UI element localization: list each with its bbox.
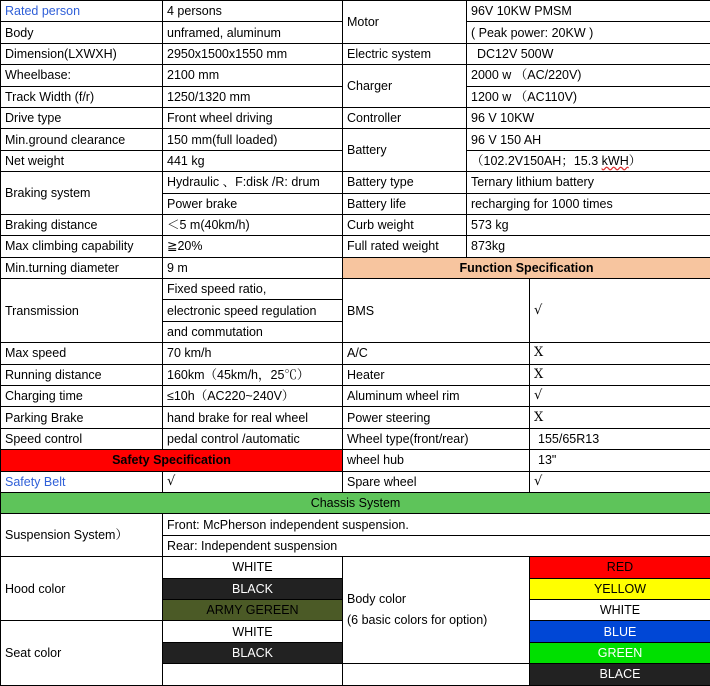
hood-color-white: WHITE: [163, 557, 343, 578]
body-color-note: (6 basic colors for option): [347, 613, 488, 628]
curb-weight-label: Curb weight: [343, 214, 467, 235]
table-row: [1, 107, 710, 128]
body-color-empty: [343, 664, 530, 685]
hub-label: wheel hub: [343, 450, 530, 471]
clearance-value: 150 mm(full loaded): [163, 129, 343, 150]
safety-belt-label: Safety Belt: [1, 471, 163, 492]
hood-color-army-green: ARMY GEREEN: [163, 599, 343, 620]
parking-value: hand brake for real wheel: [163, 407, 343, 428]
seat-color-empty: [163, 664, 343, 685]
safety-belt-check-icon: √: [163, 471, 343, 492]
clearance-label: Min.ground clearance: [1, 129, 163, 150]
wheelbase-value: 2100 mm: [163, 65, 343, 86]
battery-type-label: Battery type: [343, 172, 467, 193]
controller-value: 96 V 10KW: [467, 107, 710, 128]
suspension-label: Suspension System）: [1, 514, 163, 557]
braking-distance-value: ＜5 m(40km/h): [163, 214, 343, 235]
chassis-system-header: Chassis System: [1, 492, 710, 513]
spare-check-icon: √: [530, 471, 710, 492]
battery-value-2: [467, 150, 710, 171]
body-color-blue: BLUE: [530, 621, 710, 642]
max-speed-value: 70 km/h: [163, 343, 343, 364]
full-weight-value: 873kg: [467, 236, 710, 257]
speed-control-value: pedal control /automatic: [163, 428, 343, 449]
electric-system-value: DC12V 500W: [467, 43, 710, 64]
table-row: [1, 343, 710, 364]
table-row: [1, 428, 710, 449]
seat-color-black: BLACK: [163, 642, 343, 663]
full-weight-label: Full rated weight: [343, 236, 467, 257]
table-row: [1, 514, 710, 535]
ac-cross-icon: X: [530, 343, 710, 364]
dimension-label: Dimension(LXWXH): [1, 43, 163, 64]
table-row: [1, 214, 710, 235]
table-row: [1, 279, 710, 300]
charger-label: Charger: [343, 65, 467, 108]
turning-label: Min.turning diameter: [1, 257, 163, 278]
braking-value-2: Power brake: [163, 193, 343, 214]
body-color-white: WHITE: [530, 599, 710, 620]
drive-value: Front wheel driving: [163, 107, 343, 128]
table-row: [1, 450, 710, 471]
rim-check-icon: √: [530, 386, 710, 407]
hood-color-label: Hood color: [1, 557, 163, 621]
rated-person-value: 4 persons: [163, 1, 343, 22]
steering-cross-icon: X: [530, 407, 710, 428]
wheel-type-value: 155/65R13: [530, 428, 710, 449]
table-row: [1, 257, 710, 278]
battery-value-2c: ）: [628, 153, 642, 168]
bms-check-icon: √: [530, 279, 710, 343]
battery-type-value: Ternary lithium battery: [467, 172, 710, 193]
table-row: [1, 492, 710, 513]
charger-value-1: 2000 w （AC/220V): [467, 65, 710, 86]
suspension-rear: Rear: Independent suspension: [163, 535, 710, 556]
table-row: [1, 65, 710, 86]
body-color-green: GREEN: [530, 642, 710, 663]
hub-value: 13": [530, 450, 710, 471]
rated-person-label: Rated person: [1, 1, 163, 22]
steering-label: Power steering: [343, 407, 530, 428]
climbing-label: Max climbing capability: [1, 236, 163, 257]
body-value: unframed, aluminum: [163, 22, 343, 43]
table-row: [1, 172, 710, 193]
table-row: [1, 471, 710, 492]
max-speed-label: Max speed: [1, 343, 163, 364]
battery-value-2a: （102.2V150AH；15.3: [471, 153, 602, 168]
seat-color-label: Seat color: [1, 621, 163, 685]
body-label: Body: [1, 22, 163, 43]
net-weight-label: Net weight: [1, 150, 163, 171]
braking-value-1: Hydraulic 、F:disk /R: drum: [163, 172, 343, 193]
ac-label: A/C: [343, 343, 530, 364]
heater-cross-icon: X: [530, 364, 710, 385]
hood-color-black: BLACK: [163, 578, 343, 599]
wheel-type-label: Wheel type(front/rear): [343, 428, 530, 449]
parking-label: Parking Brake: [1, 407, 163, 428]
turning-value: 9 m: [163, 257, 343, 278]
table-row: [1, 129, 710, 150]
heater-label: Heater: [343, 364, 530, 385]
body-color-black: BLACE: [530, 664, 710, 685]
table-row: [1, 386, 710, 407]
safety-spec-header: Safety Specification: [1, 450, 343, 471]
transmission-label: Transmission: [1, 279, 163, 343]
body-color-yellow: YELLOW: [530, 578, 710, 599]
bms-label: BMS: [343, 279, 530, 343]
motor-value-2: ( Peak power: 20KW ): [467, 22, 710, 43]
charging-label: Charging time: [1, 386, 163, 407]
braking-label: Braking system: [1, 172, 163, 215]
transmission-value-1: Fixed speed ratio,: [163, 279, 343, 300]
motor-label: Motor: [343, 1, 467, 44]
table-row: [1, 364, 710, 385]
battery-life-value: recharging for 1000 times: [467, 193, 710, 214]
braking-distance-label: Braking distance: [1, 214, 163, 235]
transmission-value-2: electronic speed regulation: [163, 300, 343, 321]
climbing-value: ≧20%: [163, 236, 343, 257]
table-row: [1, 1, 710, 22]
battery-value-1: 96 V 150 AH: [467, 129, 710, 150]
track-value: 1250/1320 mm: [163, 86, 343, 107]
body-color-label: [343, 557, 530, 664]
running-value: 160km（45km/h，25℃）: [163, 364, 343, 385]
rim-label: Aluminum wheel rim: [343, 386, 530, 407]
drive-label: Drive type: [1, 107, 163, 128]
dimension-value: 2950x1500x1550 mm: [163, 43, 343, 64]
controller-label: Controller: [343, 107, 467, 128]
charger-value-2: 1200 w （AC110V): [467, 86, 710, 107]
track-label: Track Width (f/r): [1, 86, 163, 107]
battery-value-2b: kWH: [601, 153, 629, 168]
running-label: Running distance: [1, 364, 163, 385]
speed-control-label: Speed control: [1, 428, 163, 449]
seat-color-white: WHITE: [163, 621, 343, 642]
battery-life-label: Battery life: [343, 193, 467, 214]
motor-value-1: 96V 10KW PMSM: [467, 1, 710, 22]
spare-label: Spare wheel: [343, 471, 530, 492]
suspension-front: Front: McPherson independent suspension.: [163, 514, 710, 535]
charging-value: ≤10h（AC220~240V）: [163, 386, 343, 407]
body-color-red: RED: [530, 557, 710, 578]
table-row: [1, 43, 710, 64]
transmission-value-3: and commutation: [163, 321, 343, 342]
table-row: [1, 236, 710, 257]
table-row: [1, 407, 710, 428]
table-row: [1, 557, 710, 578]
body-color-title: Body color: [347, 592, 407, 607]
function-spec-header: Function Specification: [343, 257, 710, 278]
battery-label: Battery: [343, 129, 467, 172]
electric-system-label: Electric system: [343, 43, 467, 64]
wheelbase-label: Wheelbase:: [1, 65, 163, 86]
curb-weight-value: 573 kg: [467, 214, 710, 235]
net-weight-value: 441 kg: [163, 150, 343, 171]
